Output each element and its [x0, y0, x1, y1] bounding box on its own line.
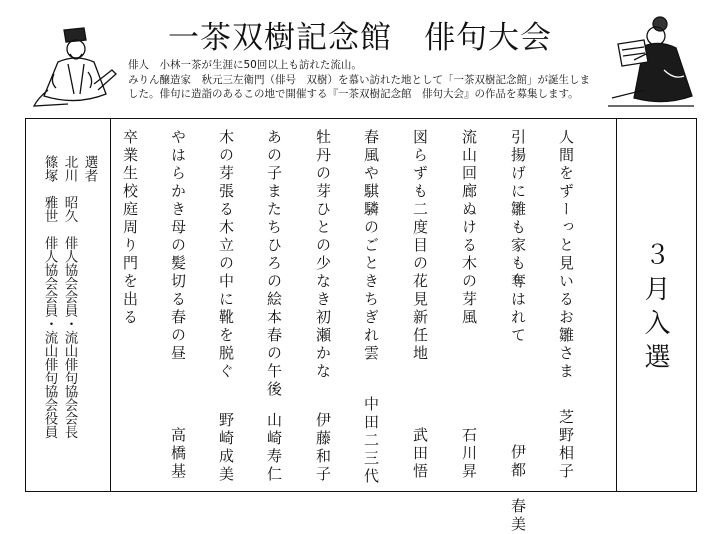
poem: 引揚げに雛も家も奪はれて	[509, 129, 527, 345]
poem-author: 野崎成美	[217, 412, 235, 484]
selector-line: 北川 昭久 俳人協会会員・流山俳句協会会長	[61, 155, 78, 439]
poem-author: 山崎寿仁	[265, 412, 283, 484]
poem: 卒業生校庭周り門を出る	[121, 129, 139, 327]
entries-frame	[25, 118, 697, 534]
poem-author: 高橋基	[169, 427, 187, 481]
poem-author: 伊都 春美	[509, 444, 527, 534]
selectors-heading: 選者	[81, 155, 98, 182]
poem: 流山回廊ぬける木の芽風	[460, 129, 478, 327]
haiku-poet-issa-portrait-icon	[28, 24, 120, 110]
intro-line: した。俳句に造詣のあるこの地で開催する『一茶双樹記念館 俳句大会』の作品を募集します。	[128, 88, 579, 100]
poem-author: 中田二三代	[362, 396, 380, 486]
intro-line: みりん醸造家 秋元三左衛門（俳号 双樹）を慕い訪れた地として「一茶双樹記念館」が誕生しま	[128, 73, 590, 86]
divider	[616, 119, 617, 491]
poem: あの子またちひろの絵本春の午後	[265, 129, 283, 399]
poem: 木の芽張る木立の中に靴を脱ぐ	[217, 129, 235, 381]
selector-line: 篠塚 雅世 俳人協会会員・流山俳句協会役員	[41, 155, 58, 439]
poem: 図らずも二度目の花見新任地	[411, 129, 429, 363]
poem: 人間をずーっと見いるお雛さま	[557, 129, 575, 381]
divider	[110, 119, 111, 491]
reading-scholar-portrait-icon	[604, 10, 700, 110]
intro-text	[128, 58, 608, 102]
poem: 牡丹の芽ひとの少なき初瀬かな	[314, 129, 332, 381]
intro-line: 俳人 小林一茶が生涯に50回以上も訪れた流山。	[128, 59, 362, 71]
poem-author: 武田悟	[411, 427, 429, 481]
poem-author: 石川昇	[460, 427, 478, 481]
page-title: 一茶双樹記念館 俳句大会	[168, 20, 552, 56]
month-label: ３月入選	[640, 241, 670, 377]
poem: やはらかき母の髪切る春の昼	[169, 129, 187, 363]
poem-author: 伊藤和子	[314, 412, 332, 484]
poem: 春風や騏驎のごときちぎれ雲	[362, 129, 380, 363]
poem-author: 芝野相子	[557, 409, 575, 481]
